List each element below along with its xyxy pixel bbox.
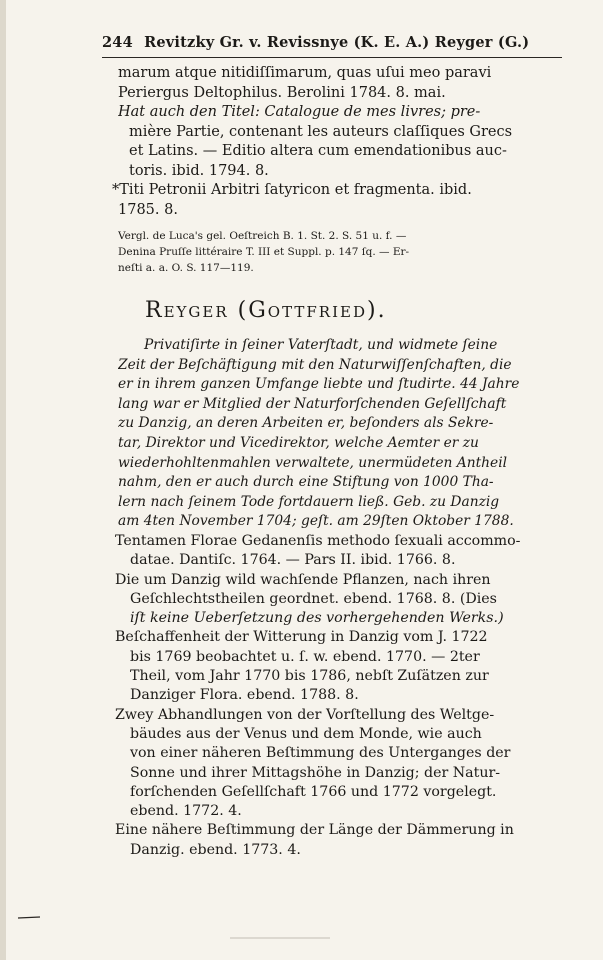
work-line: Zwey Abhandlungen von der Vorſtellung des Weltge- — [115, 706, 495, 723]
biography-paragraph — [118, 336, 563, 532]
biography-line: tar, Direktor und Vicedirektor, welche Aemter er zu — [118, 434, 479, 451]
work-line: Theil, vom Jahr 1770 bis 1786, nebſt Zuſätzen zur — [130, 668, 489, 685]
work-line: Geſchlechtstheilen geordnet. ebend. 1768. 8. (Dies — [130, 590, 497, 607]
work-entry — [115, 821, 563, 860]
work-line: ebend. 1772. 4. — [130, 803, 242, 820]
biography-line: Zeit der Beſchäftigung mit den Naturwiſſenſchaften, die — [118, 356, 512, 373]
running-header — [102, 34, 572, 51]
reference-line: neſti a. a. O. S. 117—119. — [118, 262, 254, 274]
entry-title: Reyger (Gottfried). — [145, 298, 387, 323]
page-number: 244 — [102, 34, 133, 51]
work-entry — [115, 706, 563, 822]
header-rule — [102, 57, 562, 58]
work-line: forſchenden Geſellſchaft 1766 und 1772 vorgelegt. — [130, 783, 497, 800]
work-entry — [115, 571, 563, 629]
work-line: Eine nähere Beſtimmung der Länge der Dämmerung in — [115, 822, 514, 839]
biography-line: er in ihrem ganzen Umfange liebte und ſtudirte. 44 Jahre — [118, 376, 520, 393]
text-line: marum atque nitidiſſimarum, quas uſui meo paravi — [118, 65, 492, 81]
work-line: Tentamen Florae Gedanenſis methodo ſexuali accommo- — [115, 533, 521, 549]
text-line: 1785. 8. — [118, 201, 178, 218]
biography-line: nahm, den er auch durch eine Stiftung von 1000 Tha- — [118, 474, 494, 491]
text-line: toris. ibid. 1794. 8. — [129, 162, 269, 179]
biography-line: Privatiſirte in ſeiner Vaterſtadt, und widmete ſeine — [144, 337, 498, 353]
reference-line: Vergl. de Luca's gel. Oeſtreich B. 1. St. 2. S. 51 u. f. — — [118, 230, 407, 242]
biography-line: wiederhohltenmahlen verwaltete, unermüdeten Antheil — [118, 454, 508, 471]
work-line: Beſchaffenheit der Witterung in Danzig vom J. 1722 — [115, 629, 488, 646]
work-line: datae. Dantiſc. 1764. — Pars II. ibid. 1766. 8. — [130, 552, 456, 569]
reference-notes — [118, 228, 563, 276]
biography-line: lang war er Mitglied der Naturforſchenden Geſellſchaft — [118, 395, 507, 412]
work-line: Danziger Flora. ebend. 1788. 8. — [130, 687, 359, 704]
margin-stroke — [18, 917, 40, 918]
work-line: iſt keine Ueberſetzung des vorhergehenden Werks.) — [130, 610, 504, 627]
running-head-text: Revitzky Gr. v. Revissnye (K. E. A.) Reyger (G.) — [144, 34, 530, 51]
previous-entry-continuation — [112, 64, 563, 220]
work-line: Die um Danzig wild wachſende Pflanzen, nach ihren — [115, 571, 491, 588]
work-line: bäudes aus der Venus und dem Monde, wie auch — [130, 725, 482, 742]
text-line: et Latins. — Editio altera cum emendationibus auc- — [129, 143, 507, 159]
works-list — [115, 532, 563, 860]
work-entry — [115, 628, 563, 705]
biography-line: lern nach ſeinem Tode fortdauern ließ. Geb. zu Danzig — [118, 493, 500, 510]
reference-line: Denina Pruſſe littéraire T. III et Suppl. p. 147 ſq. — Er- — [118, 246, 410, 258]
text-line: mière Partie, contenant les auteurs claſſiques Grecs — [129, 123, 513, 140]
work-line: von einer näheren Beſtimmung des Unterganges der — [130, 745, 511, 762]
text-line: Hat auch den Titel: Catalogue de mes livres; pre- — [118, 104, 481, 120]
text-line: *Titi Petronii Arbitri ſatyricon et fragmenta. ibid. — [112, 182, 472, 198]
work-line: bis 1769 beobachtet u. ſ. w. ebend. 1770. — 2ter — [130, 648, 480, 665]
work-line: Sonne und ihrer Mittagshöhe in Danzig; der Natur- — [130, 764, 501, 781]
text-line: Periergus Deltophilus. Berolini 1784. 8. mai. — [118, 84, 446, 101]
biography-line: zu Danzig, an deren Arbeiten er, beſonders als Sekre- — [118, 415, 494, 432]
biography-line: am 4ten November 1704; geſt. am 29ſten Oktober 1788. — [118, 513, 514, 530]
page-edge-shadow — [0, 0, 6, 960]
work-entry — [115, 532, 563, 571]
work-line: Danzig. ebend. 1773. 4. — [130, 841, 301, 858]
